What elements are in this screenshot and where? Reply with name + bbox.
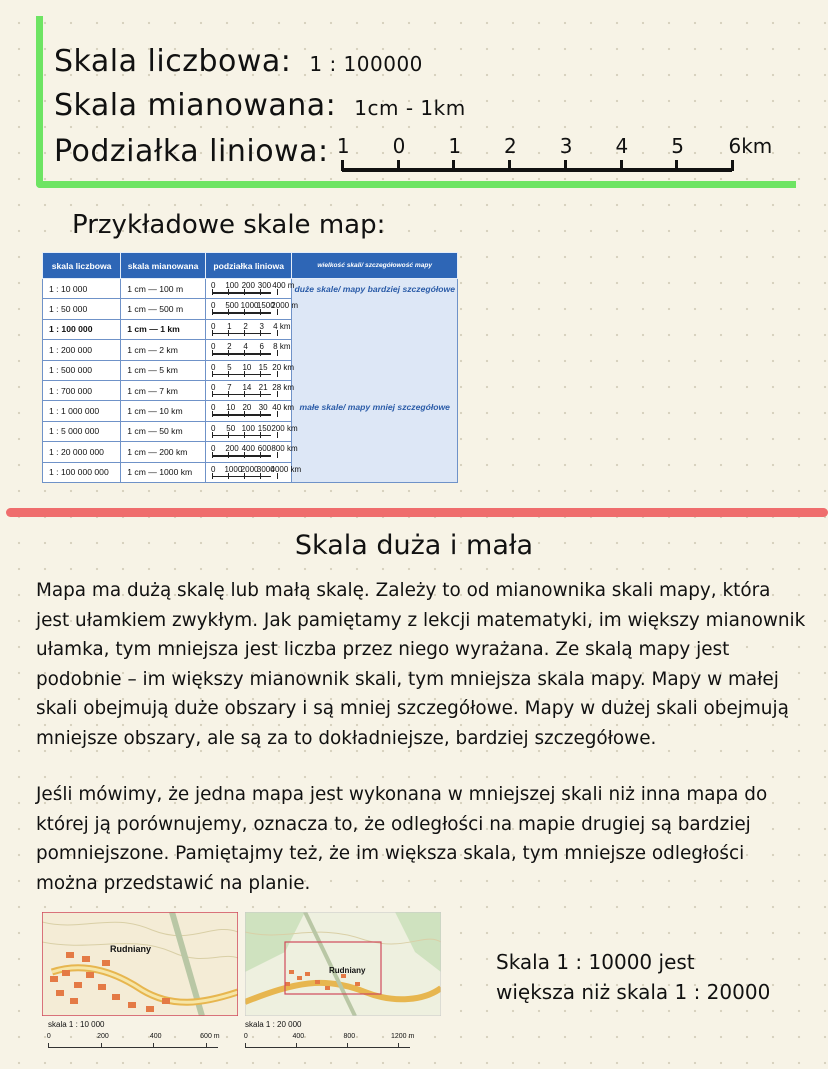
small-scale-note: małe skale/ mapy mniej szczegółowe bbox=[299, 402, 450, 413]
section-divider bbox=[6, 508, 828, 517]
mini-scale-label: 1000 bbox=[240, 301, 259, 311]
named-scale-label: Skala mianowana: bbox=[54, 88, 337, 123]
ruler-label: 3 bbox=[559, 134, 573, 158]
map-scalebar-label: 200 bbox=[97, 1033, 109, 1040]
mini-scale-label: 0 bbox=[210, 321, 216, 331]
linear-scale-ruler bbox=[336, 134, 776, 178]
cell-named: 1 cm — 2 km bbox=[121, 340, 206, 360]
cell-numeric: 1 : 100 000 000 bbox=[43, 462, 121, 482]
ruler-tick bbox=[341, 160, 344, 171]
mini-scale-label: 5 bbox=[227, 362, 232, 372]
cell-numeric: 1 : 5 000 000 bbox=[43, 421, 121, 441]
map-scalebar-label: 800 bbox=[343, 1033, 356, 1040]
numeric-scale-value: 1 : 100000 bbox=[309, 52, 423, 76]
mini-scale-label: 40 km bbox=[272, 403, 295, 413]
map-scalebar-tick bbox=[296, 1043, 297, 1048]
scale-comparison-line-2: większa niż skala 1 : 20000 bbox=[496, 980, 771, 1004]
map-scalebar-tick bbox=[245, 1043, 246, 1048]
mini-scale-label: 2 bbox=[243, 321, 248, 331]
mini-scale-label: 28 km bbox=[272, 382, 295, 392]
mini-scale-label: 200 bbox=[225, 444, 239, 454]
cell-numeric: 1 : 10 000 bbox=[43, 279, 121, 299]
mini-scale-label: 4 bbox=[243, 342, 248, 352]
ruler-label: 2 bbox=[504, 134, 517, 158]
mini-scale-label: 1 bbox=[227, 321, 232, 331]
numeric-scale-line bbox=[54, 44, 423, 79]
map-scalebar-tick bbox=[206, 1043, 207, 1048]
map-scalebar-tick bbox=[398, 1043, 399, 1048]
map-1-image bbox=[42, 912, 238, 1016]
mini-scale-label: 10 bbox=[242, 362, 252, 372]
map-2-caption: skala 1 : 20 000 bbox=[245, 1020, 302, 1029]
cell-numeric: 1 : 100 000 bbox=[43, 319, 121, 339]
cell-numeric: 1 : 1 000 000 bbox=[43, 401, 121, 421]
mini-scale-label: 21 bbox=[258, 382, 268, 392]
map-scalebar-label: 0 bbox=[243, 1033, 248, 1040]
header-size: wielkość skali/ szczegółowość mapy bbox=[292, 253, 458, 279]
map-scalebar-tick bbox=[48, 1043, 49, 1048]
mini-scale-label: 0 bbox=[210, 342, 216, 352]
map-scalebar-label: 600 m bbox=[200, 1033, 220, 1040]
mini-scale-label: 2000 bbox=[240, 464, 259, 474]
map-2-place: Rudniany bbox=[329, 966, 366, 975]
cell-named: 1 cm — 100 m bbox=[121, 279, 206, 299]
cell-size-notes bbox=[292, 279, 458, 483]
mini-scale-label: 6 bbox=[259, 342, 264, 352]
cell-named: 1 cm — 7 km bbox=[121, 380, 206, 400]
map-scalebar-label: 400 bbox=[292, 1033, 305, 1040]
mini-scale-label: 0 bbox=[210, 362, 216, 372]
cell-named: 1 cm — 5 km bbox=[121, 360, 206, 380]
mini-scale-label: 400 m bbox=[272, 281, 295, 290]
cell-numeric: 1 : 50 000 bbox=[43, 299, 121, 319]
mini-scale-label: 4000 km bbox=[270, 464, 302, 474]
map-2-image bbox=[245, 912, 441, 1016]
map-1-place: Rudniany bbox=[110, 944, 152, 954]
map-scalebar-tick bbox=[347, 1043, 348, 1048]
mini-scale-label: 3 bbox=[259, 321, 264, 331]
cell-linear bbox=[205, 319, 292, 339]
ruler-label: 1 bbox=[448, 134, 462, 158]
mini-scale-label: 200 km bbox=[271, 423, 298, 433]
map-scalebar-tick bbox=[101, 1043, 102, 1048]
ruler-tick bbox=[731, 160, 734, 171]
map-scalebar-label: 0 bbox=[46, 1033, 51, 1040]
ruler-label: 1 bbox=[336, 134, 350, 158]
cell-linear bbox=[205, 442, 298, 462]
mini-scale-label: 400 bbox=[241, 444, 255, 454]
cell-numeric: 1 : 20 000 000 bbox=[43, 442, 121, 462]
ruler-tick bbox=[452, 160, 455, 171]
named-scale-line bbox=[54, 88, 466, 123]
ruler-label: 4 bbox=[615, 134, 629, 158]
ruler-tick bbox=[397, 160, 400, 171]
cell-linear bbox=[205, 299, 298, 319]
section-title: Skala duża i mała bbox=[294, 530, 534, 561]
cell-named: 1 cm — 10 km bbox=[121, 401, 206, 421]
mini-scale-label: 0 bbox=[210, 301, 216, 311]
cell-numeric: 1 : 500 000 bbox=[43, 360, 121, 380]
paragraph-2: Jeśli mówimy, że jedna mapa jest wykonana w mniejszej skali niż inna mapa do której ją porównujemy, oznacza to, że odległości na mapie drugiej są bardziej pomniejszone. Pamiętajmy też, że im większa skala, tym mniejsze odległości można przedstawić na planie. bbox=[36, 784, 768, 894]
mini-scale-label: 20 bbox=[242, 403, 252, 413]
mini-scale-label: 500 bbox=[225, 301, 239, 311]
cell-linear bbox=[205, 421, 298, 441]
cell-named: 1 cm — 1 km bbox=[121, 319, 206, 339]
map-2-scalebar bbox=[243, 1033, 415, 1053]
mini-scale-label: 50 bbox=[226, 423, 236, 433]
table-header-row bbox=[43, 253, 458, 279]
paragraph-1: Mapa ma dużą skalę lub małą skalę. Zależy to od mianownika skali mapy, która jest ułamkiem zwykłym. Jak pamiętamy z lekcji matematyki, im większy mianownik ułamka, tym mniejsza jest liczba przez niego wyrażana. Ze skalą mapy jest podobnie – im większy mianownik skali, tym mniejsza skala mapy. Mapy w małej skali obejmują duże obszary i są mniej szczegółowe. Mapy w dużej skali obejmują mniejsze obszary, ale są za to dokładniejsze, bardziej szczegółowe. bbox=[36, 580, 806, 749]
map-scalebar-label: 400 bbox=[149, 1033, 162, 1040]
cell-linear bbox=[205, 401, 295, 421]
map-2-20000 bbox=[245, 912, 441, 1016]
mini-scale-label: 0 bbox=[210, 382, 216, 392]
header-numeric: skala liczbowa bbox=[43, 253, 121, 279]
scale-comparison-line-1: Skala 1 : 10000 jest bbox=[496, 950, 695, 974]
cell-named: 1 cm — 500 m bbox=[121, 299, 206, 319]
mini-scale-label: 100 bbox=[225, 281, 239, 290]
map-1-scalebar bbox=[48, 1033, 218, 1053]
map-scalebar-tick bbox=[153, 1043, 154, 1048]
map-1-caption: skala 1 : 10 000 bbox=[48, 1020, 105, 1029]
example-scales-table bbox=[42, 252, 458, 483]
mini-scale-label: 600 bbox=[257, 444, 272, 454]
ruler-tick bbox=[564, 160, 567, 171]
mini-scale-label: 15 bbox=[258, 362, 268, 372]
mini-scale-label: 300 bbox=[257, 281, 272, 290]
cell-numeric: 1 : 200 000 bbox=[43, 340, 121, 360]
map-scalebar-label: 1200 m bbox=[390, 1033, 415, 1040]
cell-named: 1 cm — 1000 km bbox=[121, 462, 206, 482]
ruler-label: 5 bbox=[671, 134, 684, 158]
cell-linear bbox=[205, 462, 302, 482]
linear-scale-line bbox=[54, 134, 329, 169]
numeric-scale-label: Skala liczbowa: bbox=[54, 44, 292, 79]
mini-scale-label: 14 bbox=[242, 382, 252, 392]
header-linear: podziałka liniowa bbox=[205, 253, 292, 279]
cell-linear bbox=[205, 279, 295, 299]
mini-scale-label: 0 bbox=[210, 281, 216, 290]
mini-scale-label: 7 bbox=[227, 382, 232, 392]
cell-named: 1 cm — 200 km bbox=[121, 442, 206, 462]
mini-scale-label: 800 km bbox=[271, 444, 298, 454]
ruler-tick bbox=[620, 160, 623, 171]
ruler-label: 6km bbox=[728, 134, 773, 158]
cell-linear bbox=[205, 340, 292, 360]
mini-scale-label: 30 bbox=[258, 403, 268, 413]
map-1-10000 bbox=[42, 912, 238, 1016]
mini-scale-label: 0 bbox=[210, 403, 216, 413]
ruler-tick bbox=[508, 160, 511, 171]
ruler-tick bbox=[675, 160, 678, 171]
large-scale-note: duże skale/ mapy bardziej szczegółowe bbox=[294, 284, 455, 294]
mini-scale-label: 0 bbox=[210, 423, 216, 433]
mini-scale-label: 8 km bbox=[273, 342, 291, 352]
mini-scale-label: 0 bbox=[210, 444, 216, 454]
mini-scale-label: 10 bbox=[226, 403, 236, 413]
mini-scale-label: 1500 bbox=[256, 301, 275, 311]
mini-scale-label: 3000 bbox=[256, 464, 275, 474]
mini-scale-label: 200 bbox=[241, 281, 255, 290]
mini-scale-label: 4 km bbox=[273, 321, 291, 331]
mini-scale-label: 1000 bbox=[224, 464, 243, 474]
ruler-bar bbox=[342, 168, 732, 172]
cell-linear bbox=[205, 380, 295, 400]
mini-scale-label: 100 bbox=[241, 423, 255, 433]
cell-numeric: 1 : 700 000 bbox=[43, 380, 121, 400]
mini-scale-label: 2000 m bbox=[271, 301, 298, 311]
linear-scale-label: Podziałka liniowa: bbox=[54, 134, 329, 169]
header-named: skala mianowana bbox=[121, 253, 206, 279]
mini-scale-label: 150 bbox=[257, 423, 272, 433]
mini-scale-label: 2 bbox=[227, 342, 232, 352]
cell-linear bbox=[205, 360, 295, 380]
mini-scale-label: 0 bbox=[210, 464, 216, 474]
named-scale-value: 1cm - 1km bbox=[354, 96, 466, 120]
table-row bbox=[43, 279, 458, 299]
example-scales-title: Przykładowe skale map: bbox=[72, 210, 386, 240]
cell-named: 1 cm — 50 km bbox=[121, 421, 206, 441]
ruler-label: 0 bbox=[392, 134, 406, 158]
mini-scale-label: 20 km bbox=[272, 362, 295, 372]
